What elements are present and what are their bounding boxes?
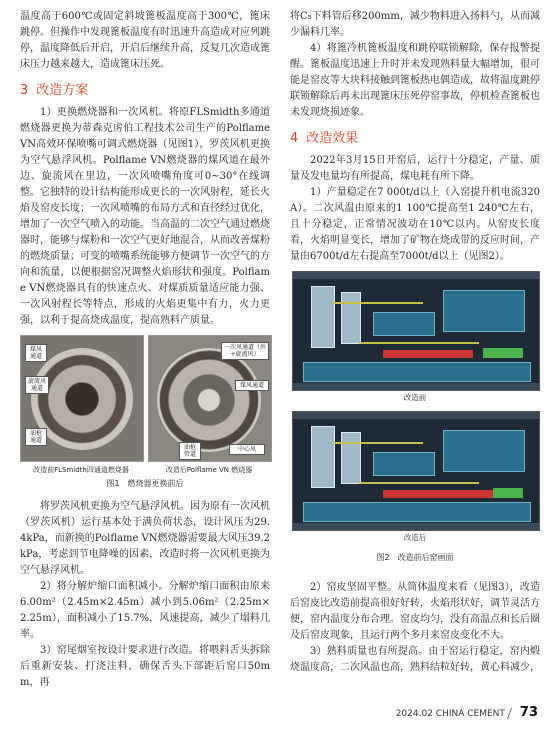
calciner-paragraph: 2）将分解炉缩口面积减小。分解炉缩口面积由原来6.00m²（2.45m×2.45m）减小到5.06m²（2.25m×2.25m），面积减小了15.7%，风速提高，减少了塌料几率。 <box>20 581 270 640</box>
label-coal-channel: 煤风通道 <box>25 344 47 362</box>
figure-1 <box>20 335 270 493</box>
figure-2-caption: 图2 改造前后窑画面 <box>376 553 454 562</box>
caption-after: 改造后 <box>403 533 427 542</box>
figure-2 <box>290 271 540 576</box>
intro-paragraph: 温度高于600℃或固定斜坡篦板温度高于300℃，篦床跳停。但操作中发现篦板温度有时迅速升高造成对应列跳停，温度降低后开启，开启后继续升高，反复几次造成篦床压力越来越大，造成篦床压死。 <box>20 11 270 70</box>
label-primary-air-channel: 一次风通道（外+旋流风） <box>221 342 269 360</box>
burner-photo-after <box>148 335 272 462</box>
subcaption-after: 改造后Polflame VN 燃烧器 <box>165 466 253 474</box>
footer-divider <box>507 708 512 719</box>
burner-paragraph: 1）更换燃烧器和一次风机。将原FLSmidth多通道燃烧器更换为蒂森克虏伯工程技术公司生产的Polflame VN高效环保喷嘴可调式燃烧器（见图1），罗茨风机更换为空气悬浮风机。Polflame VN燃烧器的煤风道在最外边、旋流风在里边，一次风喷嘴角度可0~30°在线调整。它独特的设计结构能形成更长的一次风射程，延长火焰及窑皮长度；一次风喷嘴的布局方式和直径经过优化，增加了一次空气喷入的动能。当高温的二次空气通过燃烧器时，能够与煤粉和一次空气更好地混合，从而改善煤粉的燃烧质量；可变的喷嘴系统能够方便调节一次空气的方向和流量，以便根据窑况调整火焰形状和强度。Polflame VN燃烧器具有的快速点火、对煤质质量适应能力强、一次风射程长等特点，形成的火焰更集中有力，火力更强，以利于提高烧成温度，提高熟料产质量。 <box>20 107 270 326</box>
kiln-screen-before <box>292 271 540 391</box>
page-footer <box>396 707 538 720</box>
section-number: 3 <box>20 83 29 98</box>
burner-photo-before <box>20 335 144 462</box>
section-4-heading <box>290 131 540 147</box>
section-title: 改造方案 <box>36 83 89 98</box>
label-coal-channel: 煤风通道 <box>235 380 269 391</box>
subcaption-before: 改造前FLSmidth四通道燃烧器 <box>33 466 129 474</box>
journal-name: CHINA CEMENT <box>435 709 505 719</box>
label-center-air: 中心风 <box>229 444 265 455</box>
left-column <box>20 9 270 691</box>
right-column <box>290 9 540 676</box>
smoke-chamber-paragraph: 3）窑尾烟室按设计要求进行改造。将喂料舌头拆除后重新安装、打浇注料，确保舌头下部距后窑口50mm，再 <box>20 645 270 688</box>
caption-before: 改造前 <box>403 393 427 402</box>
label-oil-channel: 油枪通道 <box>25 428 47 446</box>
cooler-paragraph: 4）将篦冷机篦板温度和跳停联锁解除，保存报警提醒。篦板温度迅速上升时并未发现熟料量大幅增加，很可能是窑皮等大块料接触到篦板热电偶造成，故将温度跳停联锁解除后再未出现篦床压死停窑事故，停机检查篦板也未发现烧损迹象。 <box>290 43 540 118</box>
label-oil-pipe: 油枪管道 <box>179 442 201 460</box>
section-3-heading <box>20 83 270 99</box>
label-swirl-channel: 旋流风通道 <box>25 376 49 394</box>
burner-face-image <box>157 348 261 452</box>
issue-date: 2024.02 <box>395 709 433 719</box>
clinker-quality-paragraph: 3）熟料质量也有所提高。由于窑运行稳定，窑内煅烧温度高，二次风温也高，熟料结粒好转，黄心料减少， <box>290 646 540 673</box>
kiln-screen-after <box>292 411 540 531</box>
kiln-coating-paragraph: 2）窑皮坚固平整。从筒体温度来看（见图3），改造后窑皮比改造前提高很好好转，火焰形状好，调节灵活方便，窑内温度分布合理。窑皮均匀，没有高温点和长后圈及后窑皮现象，且运行两个多月来窑皮变化不大。 <box>290 582 540 641</box>
fan-paragraph: 将罗茨风机更换为空气悬浮风机。因为原有一次风机（罗茨风机）运行基本处于满负荷状态，设计风压为29.4kPa，而新换的Polflame VN燃烧器需要最大风压39.2kPa，考虑到节电降噪的因素，改造时将一次风机更换为空气悬浮风机。 <box>20 501 270 576</box>
results-intro: 2022年3月15日开窑后，运行十分稳定，产量、质量及发电量均有所提高，煤电耗有所下降。 <box>290 155 540 182</box>
section-number: 4 <box>290 131 299 146</box>
figure-1-caption: 图1 燃烧器更换前后 <box>106 479 184 488</box>
section-title: 改造效果 <box>306 131 359 146</box>
output-paragraph: 1）产量稳定在7 000t/d以上（入窑提升机电流320A）。二次风温由原来的1 100℃提高至1 240℃左右，且十分稳定，正常情况波动在10℃以内。从窑皮长度看，火焰明显变长，增加了矿物在烧成带的反应时间，产量由6700t/d左右提高至7000t/d以上（见图2）。 <box>290 187 540 262</box>
continuation-paragraph: 将C₅下料管后移200mm，减少物料进入扬料勺，从而减少漏料几率。 <box>290 11 540 38</box>
page-number: 73 <box>519 705 538 720</box>
